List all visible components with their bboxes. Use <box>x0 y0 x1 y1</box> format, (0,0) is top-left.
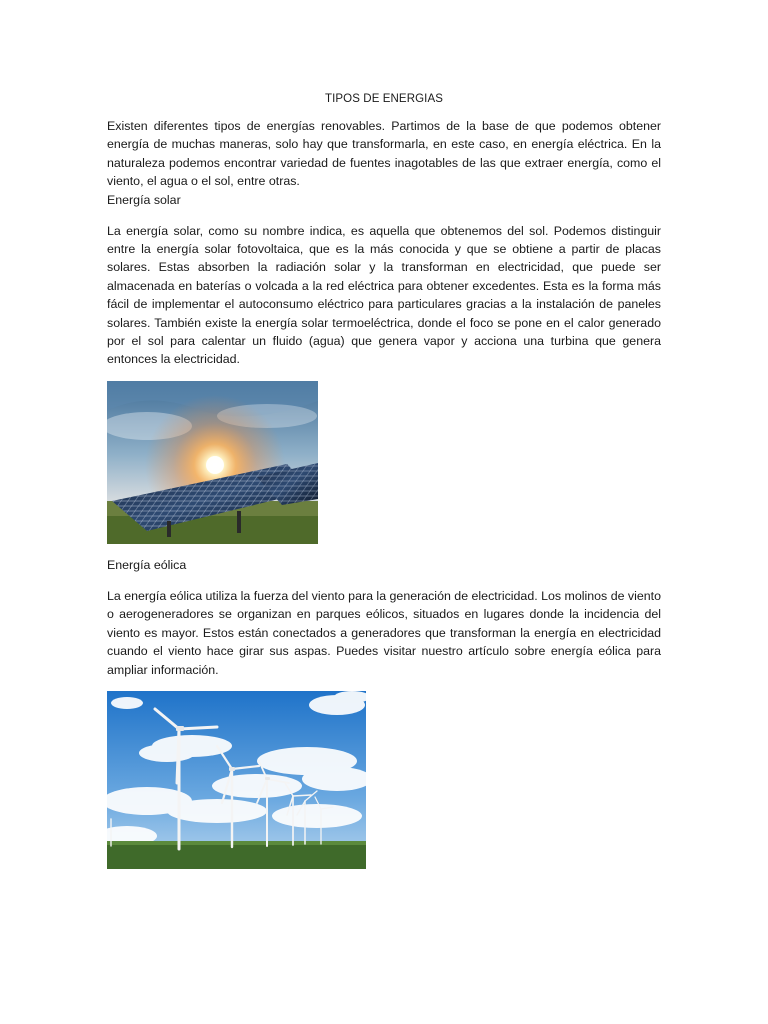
section-heading-wind: Energía eólica <box>107 557 187 572</box>
wind-turbines-image <box>107 691 366 869</box>
solar-panels-image <box>107 381 318 544</box>
document-title: TIPOS DE ENERGIAS <box>324 93 443 105</box>
intro-paragraph: Existen diferentes tipos de energías renovables. Partimos de la base de que podemos obtener energía de muchas maneras, solo hay que transformarla, en este caso, en energía eléctrica. En la naturaleza podemos encontrar variedad de fuentes inagotables de las que extraer energía, como el viento, el agua o el sol, entre otras. <box>107 119 661 189</box>
section-body-wind: La energía eólica utiliza la fuerza del viento para la generación de electricidad. Los molinos de viento o aerogeneradores se organizan en parques eólicos, situados en lugares donde la incidencia del viento es mayor. Estos están conectados a generadores que transforman la energía en electricidad cuando el viento hace girar sus aspas. Puedes visitar nuestro artículo sobre energía eólica para ampliar información. <box>107 588 661 677</box>
section-body-solar: La energía solar, como su nombre indica, es aquella que obtenemos del sol. Podemos distinguir entre la energía solar fotovoltaica, que es la más conocida y que se obtiene a partir de placas solares. Estas absorben la radiación solar y la transforman en electricidad, que puede ser almacenada en baterías o volcada a la red eléctrica para obtener excedentes. Esta es la forma más fácil de implementar el autoconsumo eléctrico para particulares gracias a la instalación de paneles solares. También existe la energía solar termoeléctrica, donde el foco se pone en el calor generado por el sol para calentar un fluido (agua) que genera vapor y acciona una turbina que genera entonces la electricidad. <box>107 223 661 367</box>
section-heading-solar: Energía solar <box>107 192 181 207</box>
document-page <box>107 92 661 869</box>
